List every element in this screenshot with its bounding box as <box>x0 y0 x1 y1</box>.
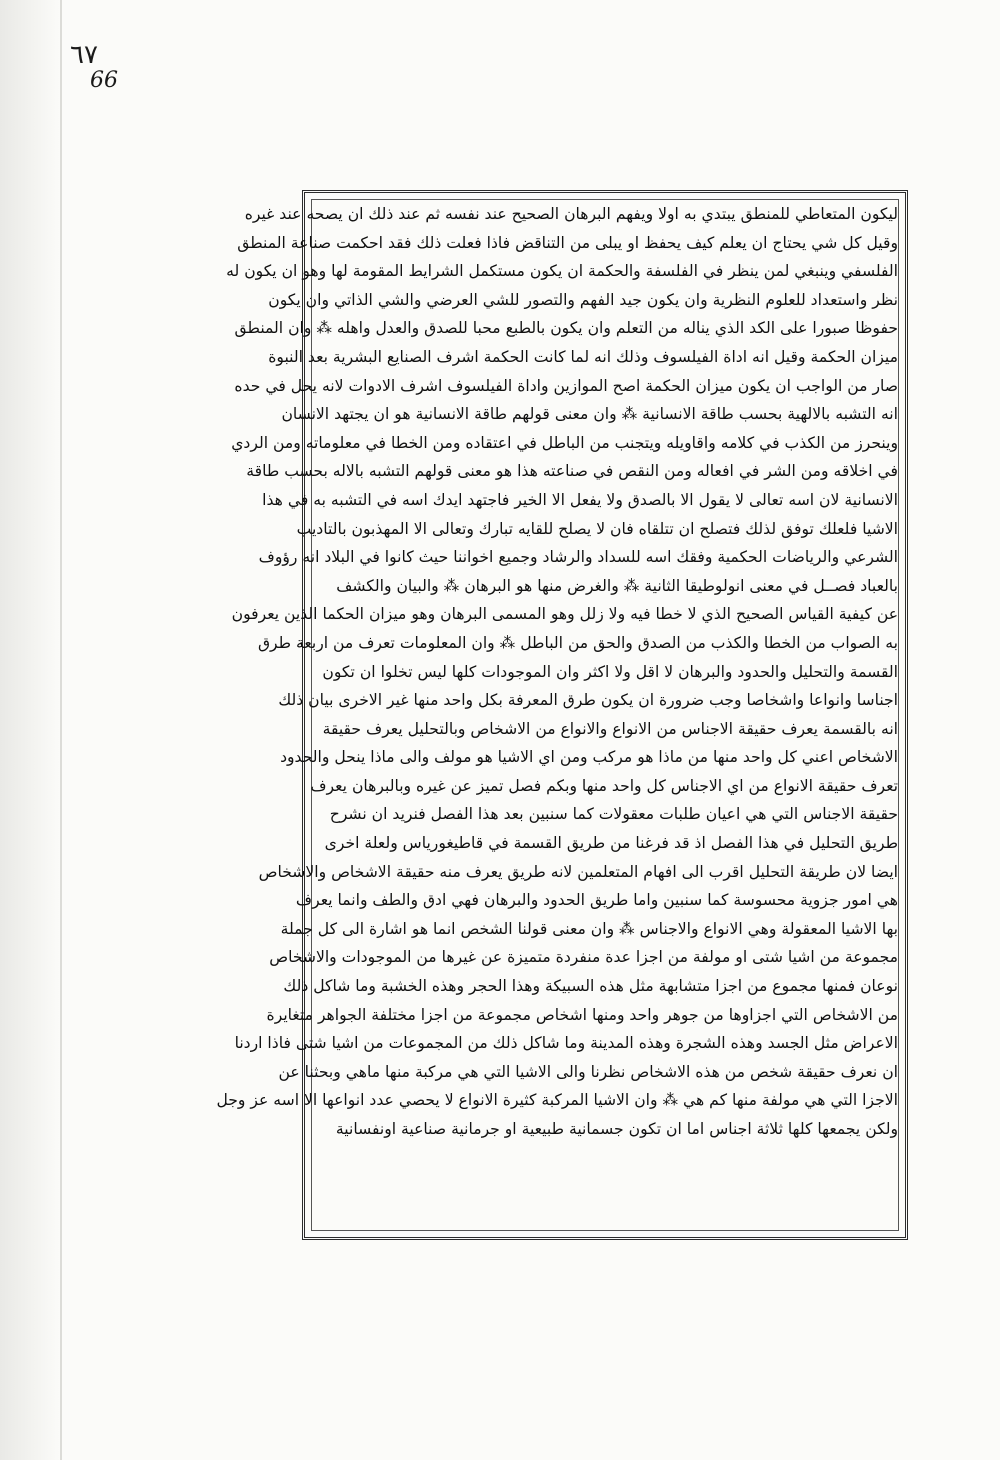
manuscript-line: بها الاشيا المعقولة وهي الانواع والاجناس ⁂ وان معنى قولنا الشخص انما هو اشارة الى كل جملة <box>280 919 898 938</box>
manuscript-line: الاعراض مثل الجسد وهذه الشجرة وهذه المدينة وما شاكل ذلك من المجموعات من اشيا شتى فاذا اردنا <box>234 1034 898 1053</box>
manuscript-line: نظر واستعداد للعلوم النظرية وان يكون جيد الفهم والتصور للشي العرضي والشي الذاتي وان يكون <box>268 290 898 309</box>
manuscript-line: ولكن يجمعها كلها ثلاثة اجناس اما ان تكون جسمانية طبيعية او جرمانية صناعية اونفسانية <box>335 1120 898 1138</box>
manuscript-line: وينحرز من الكذب في كلامه واقاويله ويتجنب من الباطل في اعتقاده ومن الخطا في معلوماته ومن الردي <box>231 433 898 452</box>
manuscript-line: ايضا لان طريقة التحليل اقرب الى افهام المتعلمين لانه طريق يعرف منه حقيقة الاشخاص والاشخاص <box>258 862 898 881</box>
manuscript-line: حفوظا صبورا على الكد الذي يناله من التعلم وان يكون بالطبع محبا للصدق والعدل واهله ⁂ وان المنطق <box>234 319 898 338</box>
manuscript-line: الاشخاص اعني كل واحد منها من ماذا هو مركب ومن اي الاشيا هو مولف والى ماذا ينحل والحدود <box>280 748 898 767</box>
manuscript-line: وقيل كل شي يحتاج ان يعلم كيف يحفظ او يبلى من التناقض فاذا فعلت ذلك فقد احكمت صناعة المنطق <box>237 233 898 252</box>
manuscript-line: الانسانية لان اسه تعالى لا يقول الا بالصدق ولا يفعل الا الخير فاجتهد ايدك اسه في التشبه به في هذا <box>262 490 898 509</box>
manuscript-line: الاشيا فلعلك توفق لذلك فتصلح ان تتلقاه فان لا يصلح للقايه تبارك وتعالى الا المهذبون بالتاديب <box>296 519 898 538</box>
folio-latin-number: 66 <box>90 68 118 94</box>
manuscript-line: صار من الواجب ان يكون ميزان الحكمة اصح الموازين واداة الفيلسوف اشرف الادوات لانه يحل في حده <box>234 376 898 395</box>
manuscript-text-block <box>216 200 898 1230</box>
manuscript-line: في اخلاقه ومن الشر في افعاله ومن النقص في صناعته هذا هو معنى قولهم التشبه بالاله بحسب طاقة <box>246 462 898 481</box>
manuscript-line: من الاشخاص التي اجزاوها من جوهر واحد ومنها اشخاص مجموعة من اجزا مختلفة الجواهر متغايرة <box>266 1005 898 1024</box>
manuscript-line: به الصواب من الخطا والكذب من الصدق والحق من الباطل ⁂ وان المعلومات تعرف من اربعة طرق <box>257 633 898 652</box>
manuscript-line: اجناسا وانواعا واشخاصا وجب ضرورة ان يكون طرق المعرفة بكل واحد منها غير الاخرى بيان ذلك <box>278 691 898 710</box>
manuscript-line: الشرعي والرياضات الحكمية وفقك اسه للسداد والرشاد وجميع اخواننا حيث كانوا في البلاد انه رؤوف <box>258 548 898 567</box>
folio-number <box>70 42 130 92</box>
binding-gutter <box>0 0 60 1460</box>
manuscript-line: بالعباد فصــل في معنى انولوطيقا الثانية ⁂ والغرض منها هو البرهان ⁂ والبيان والكشف <box>336 576 898 595</box>
manuscript-line: تعرف حقيقة الانواع من اي الاجناس كل واحد منها وبكم فصل تميز عن غيره وبالبرهان يعرف <box>310 776 898 795</box>
manuscript-line: انه بالقسمة يعرف حقيقة الاجناس من الانواع والانواع من الاشخاص وبالتحليل يعرف حقيقة <box>322 719 898 738</box>
manuscript-line: مجموعة من اشيا شتى او مولفة من اجزا عدة منفردة متميزة عن غيرها من الموجودات والاشخاص <box>269 948 898 967</box>
manuscript-line: حقيقة الاجناس التي هي اعيان طلبات معقولات كما سنبين بعد هذا الفصل فنريد ان نشرح <box>329 805 898 824</box>
manuscript-line: هي امور جزوية محسوسة كما سنبين واما طريق الحدود والبرهان فهي ادق والطف وانما يعرف <box>295 891 898 910</box>
manuscript-line: انه التشبه بالالهية بحسب طاقة الانسانية ⁂ وان معنى قولهم طاقة الانسانية هو ان يجتهد الانسان <box>281 405 898 424</box>
manuscript-line: ميزان الحكمة وقيل انه اداة الفيلسوف وذلك انه لما كانت الحكمة اشرف الصنايع البشرية بعد النبوة <box>268 347 898 366</box>
manuscript-line: عن كيفية القياس الصحيح الذي لا خطا فيه ولا زلل وهو المسمى البرهان وهو ميزان الحكما الذين يعرفون <box>231 605 898 624</box>
page-fold <box>60 0 62 1460</box>
manuscript-line: طريق التحليل في هذا الفصل اذ قد فرغنا من طريق القسمة في قاطيغورياس ولعلة اخرى <box>324 834 898 853</box>
manuscript-line: القسمة والتحليل والحدود والبرهان لا اقل ولا اكثر وان الموجودات كلها ليس تخلوا ان تكون <box>322 662 898 681</box>
manuscript-line: ليكون المتعاطي للمنطق يبتدي به اولا ويفهم البرهان الصحيح عند نفسه ثم عند ذلك ان يصحه عند غيره <box>244 205 898 223</box>
manuscript-line: الاجزا التي هي مولفة منها كم هي ⁂ وان الاشيا المركبة كثيرة الانواع لا يحصي عدد انواعها الا اسه عز وجل <box>216 1091 898 1110</box>
folio-arabic-number: ٦٧ <box>70 40 98 70</box>
manuscript-line: ان نعرف حقيقة شخص من هذه الاشخاص نظرنا والى الاشيا التي هي مركبة منها ماهي وبحثنا عن <box>278 1062 898 1081</box>
manuscript-line: الفلسفي وينبغي لمن ينظر في الفلسفة والحكمة ان يكون مستكمل الشرايط المقومة لها وهو ان يكون له <box>226 262 898 281</box>
manuscript-line: نوعان فمنها مجموع من اجزا متشابهة مثل هذه السبيكة وهذا الحجر وهذه الخشبة وما شاكل ذلك <box>283 977 898 996</box>
